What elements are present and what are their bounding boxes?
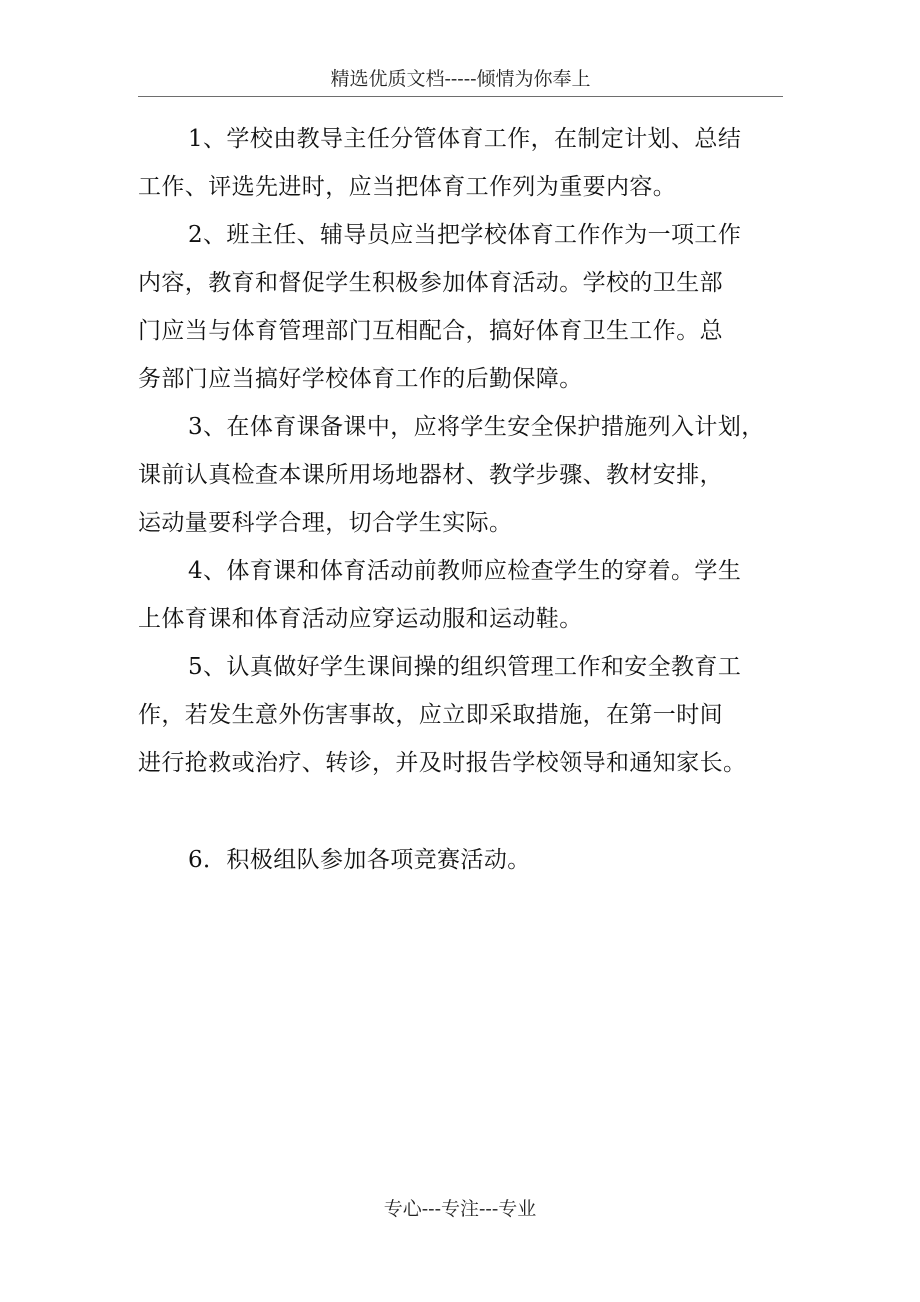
page-header: 精选优质文档-----倾情为你奉上 (138, 62, 783, 97)
paragraph-line: 1、学校由教导主任分管体育工作，在制定计划、总结 (188, 126, 742, 152)
paragraph-5 (138, 643, 798, 787)
paragraph-line: 作，若发生意外伤害事故，应立即采取措施，在第一时间 (138, 702, 723, 728)
paragraph-2 (138, 211, 798, 403)
paragraph-line: 课前认真检查本课所用场地器材、教学步骤、教材安排， (138, 462, 723, 488)
paragraph-line: 内容，教育和督促学生积极参加体育活动。学校的卫生部 (138, 270, 723, 296)
paragraph-3 (138, 403, 798, 547)
paragraph-line: 工作、评选先进时，应当把体育工作列为重要内容。 (138, 174, 677, 200)
paragraph-4 (138, 547, 798, 643)
paragraph-6: 6．积极组队参加各项竞赛活动。 (188, 847, 531, 873)
paragraph-line: 3、在体育课备课中，应将学生安全保护措施列入计划， (188, 414, 765, 440)
paragraph-line: 运动量要科学合理，切合学生实际。 (138, 510, 513, 536)
paragraph-line: 务部门应当搞好学校体育工作的后勤保障。 (138, 366, 583, 392)
paragraph-line: 4、体育课和体育活动前教师应检查学生的穿着。学生 (188, 558, 742, 584)
paragraph-line: 进行抢救或治疗、转诊，并及时报告学校领导和通知家长。 (138, 750, 747, 776)
paragraph-line: 5、认真做好学生课间操的组织管理工作和安全教育工 (188, 654, 742, 680)
paragraph-line: 上体育课和体育活动应穿运动服和运动鞋。 (138, 606, 583, 632)
document-body (138, 115, 798, 787)
paragraph-line: 2、班主任、辅导员应当把学校体育工作作为一项工作 (188, 222, 742, 248)
paragraph-1 (138, 115, 798, 211)
page-footer: 专心---专注---专业 (383, 1198, 537, 1220)
paragraph-line: 门应当与体育管理部门互相配合，搞好体育卫生工作。总 (138, 318, 723, 344)
